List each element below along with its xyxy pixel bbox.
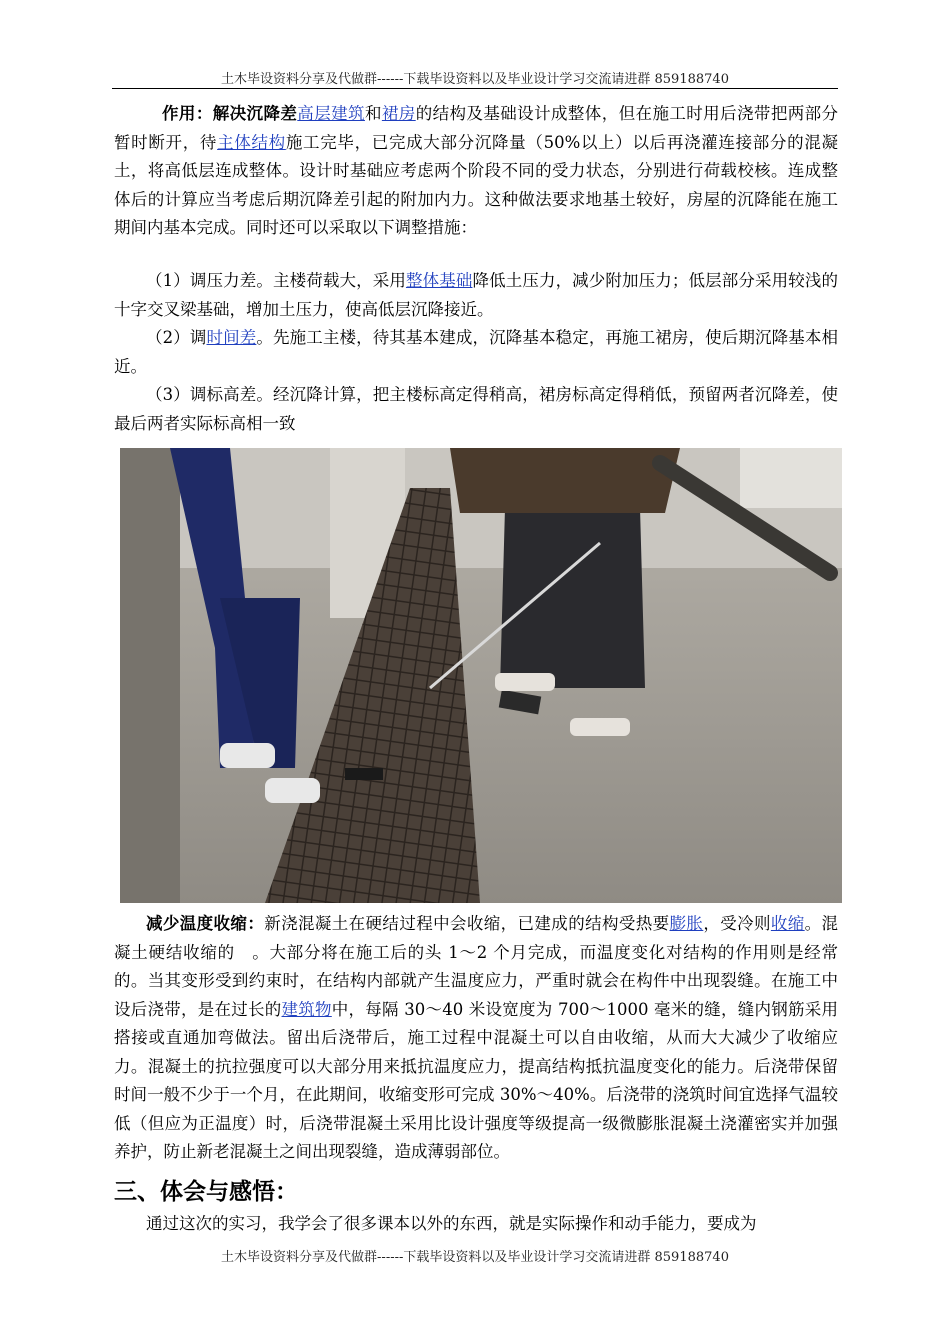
link-time-difference[interactable]: 时间差 bbox=[206, 328, 257, 347]
text-span: 。先施工主楼，待其基本建成，沉降基本稳定，再施工裙房，使后期沉降基本相近。 bbox=[114, 328, 839, 376]
text-span: （1）调压力差。主楼荷载大，采用 bbox=[146, 271, 406, 290]
text-span: 施工完毕，已完成大部分沉降量（50%以上）以后再浇灌连接部分的混凝土，将高低层连成整体。设计时基础应考虑两个阶段不同的受力状态，分别进行荷载校核。连成整体后的计算应当考虑后期沉降差引起的附加内力。这种做法要求地基土较好，房屋的沉降能在施工期间内基本完成。同时还可以采取以下调整措施： bbox=[114, 132, 839, 237]
text-span: 中，每隔 30～40 米设宽度为 700～1000 毫米的缝，缝内钢筋采用搭接或直通加弯做法。留出后浇带后，施工过程中混凝土可以自由收缩，从而大大减少了收缩应力。混凝土的抗拉强度可以大部分用来抵抗温度应力，提高结构抵抗温度变化的能力。后浇带保留时间一般不少于一个月，在此期间，收缩变形可完成 30%～40%。后浇带的浇筑时间宜选择气温较低（但应为正温度）时，后浇带混凝土采用比设计强度等级提高一级微膨胀混凝土浇灌密实并加强养护，防止新老混凝土之间出现裂缝，造成薄弱部位。 bbox=[114, 999, 839, 1161]
text-span: 降低土压力，减少附加压力；低层部分采用较浅的十字交叉梁基础，增加土压力，使高低层沉降接近。 bbox=[114, 271, 839, 319]
paragraph-measure-1 bbox=[114, 267, 838, 324]
text-span: （2）调 bbox=[146, 328, 207, 347]
link-shrinkage[interactable]: 收缩 bbox=[770, 914, 805, 933]
paragraph-temperature bbox=[114, 910, 838, 1167]
header-rule bbox=[112, 88, 838, 89]
link-building[interactable]: 建筑物 bbox=[281, 999, 332, 1019]
paragraph-measure-2 bbox=[114, 324, 838, 381]
bold-term-temperature: 减少温度收缩： bbox=[146, 914, 265, 933]
text-span: 新浇混凝土在硬结过程中会收缩，已建成的结构受热要 bbox=[264, 914, 670, 933]
page-footer: 土木毕设资料分享及代做群------下载毕设资料以及毕业设计学习交流请进群 859188740 bbox=[221, 1250, 729, 1265]
link-integral-foundation[interactable]: 整体基础 bbox=[405, 271, 473, 290]
text-span: 。混凝土硬结收缩的 。大部分将在施工后的头 1～2 个月完成，而温度变化对结构的作用则是经常的。当其变形受到约束时，在结构内部就产生温度应力，严重时就会在构件中出现裂缝。在施工中设后浇带，是在过长的 bbox=[114, 914, 839, 1019]
paragraph-reflection: 通过这次的实习，我学会了很多课本以外的东西，就是实际操作和动手能力，要成为 bbox=[146, 1214, 757, 1233]
link-podium[interactable]: 裙房 bbox=[381, 104, 416, 123]
section-heading: 三、体会与感悟： bbox=[114, 1178, 298, 1205]
link-main-structure[interactable]: 主体结构 bbox=[217, 132, 286, 152]
paragraph-settlement bbox=[114, 100, 838, 243]
text-span: ，受冷则 bbox=[703, 914, 771, 933]
link-expansion[interactable]: 膨胀 bbox=[669, 914, 704, 933]
link-high-rise[interactable]: 高层建筑 bbox=[297, 104, 365, 123]
page-header: 土木毕设资料分享及代做群------下载毕设资料以及毕业设计学习交流请进群 859188740 bbox=[221, 72, 729, 87]
text-span: 的结构及基础设计成整体，但在施工时用后浇带把两部分暂时断开，待 bbox=[114, 104, 839, 152]
construction-site-photo bbox=[120, 448, 842, 903]
paragraph-measure-3: （3）调标高差。经沉降计算，把主楼标高定得稍高，裙房标高定得稍低，预留两者沉降差，使最后两者实际标高相一致 bbox=[114, 385, 838, 433]
bold-term-settlement: 作用：解决沉降差 bbox=[162, 104, 298, 123]
text-span: 和 bbox=[364, 104, 382, 123]
